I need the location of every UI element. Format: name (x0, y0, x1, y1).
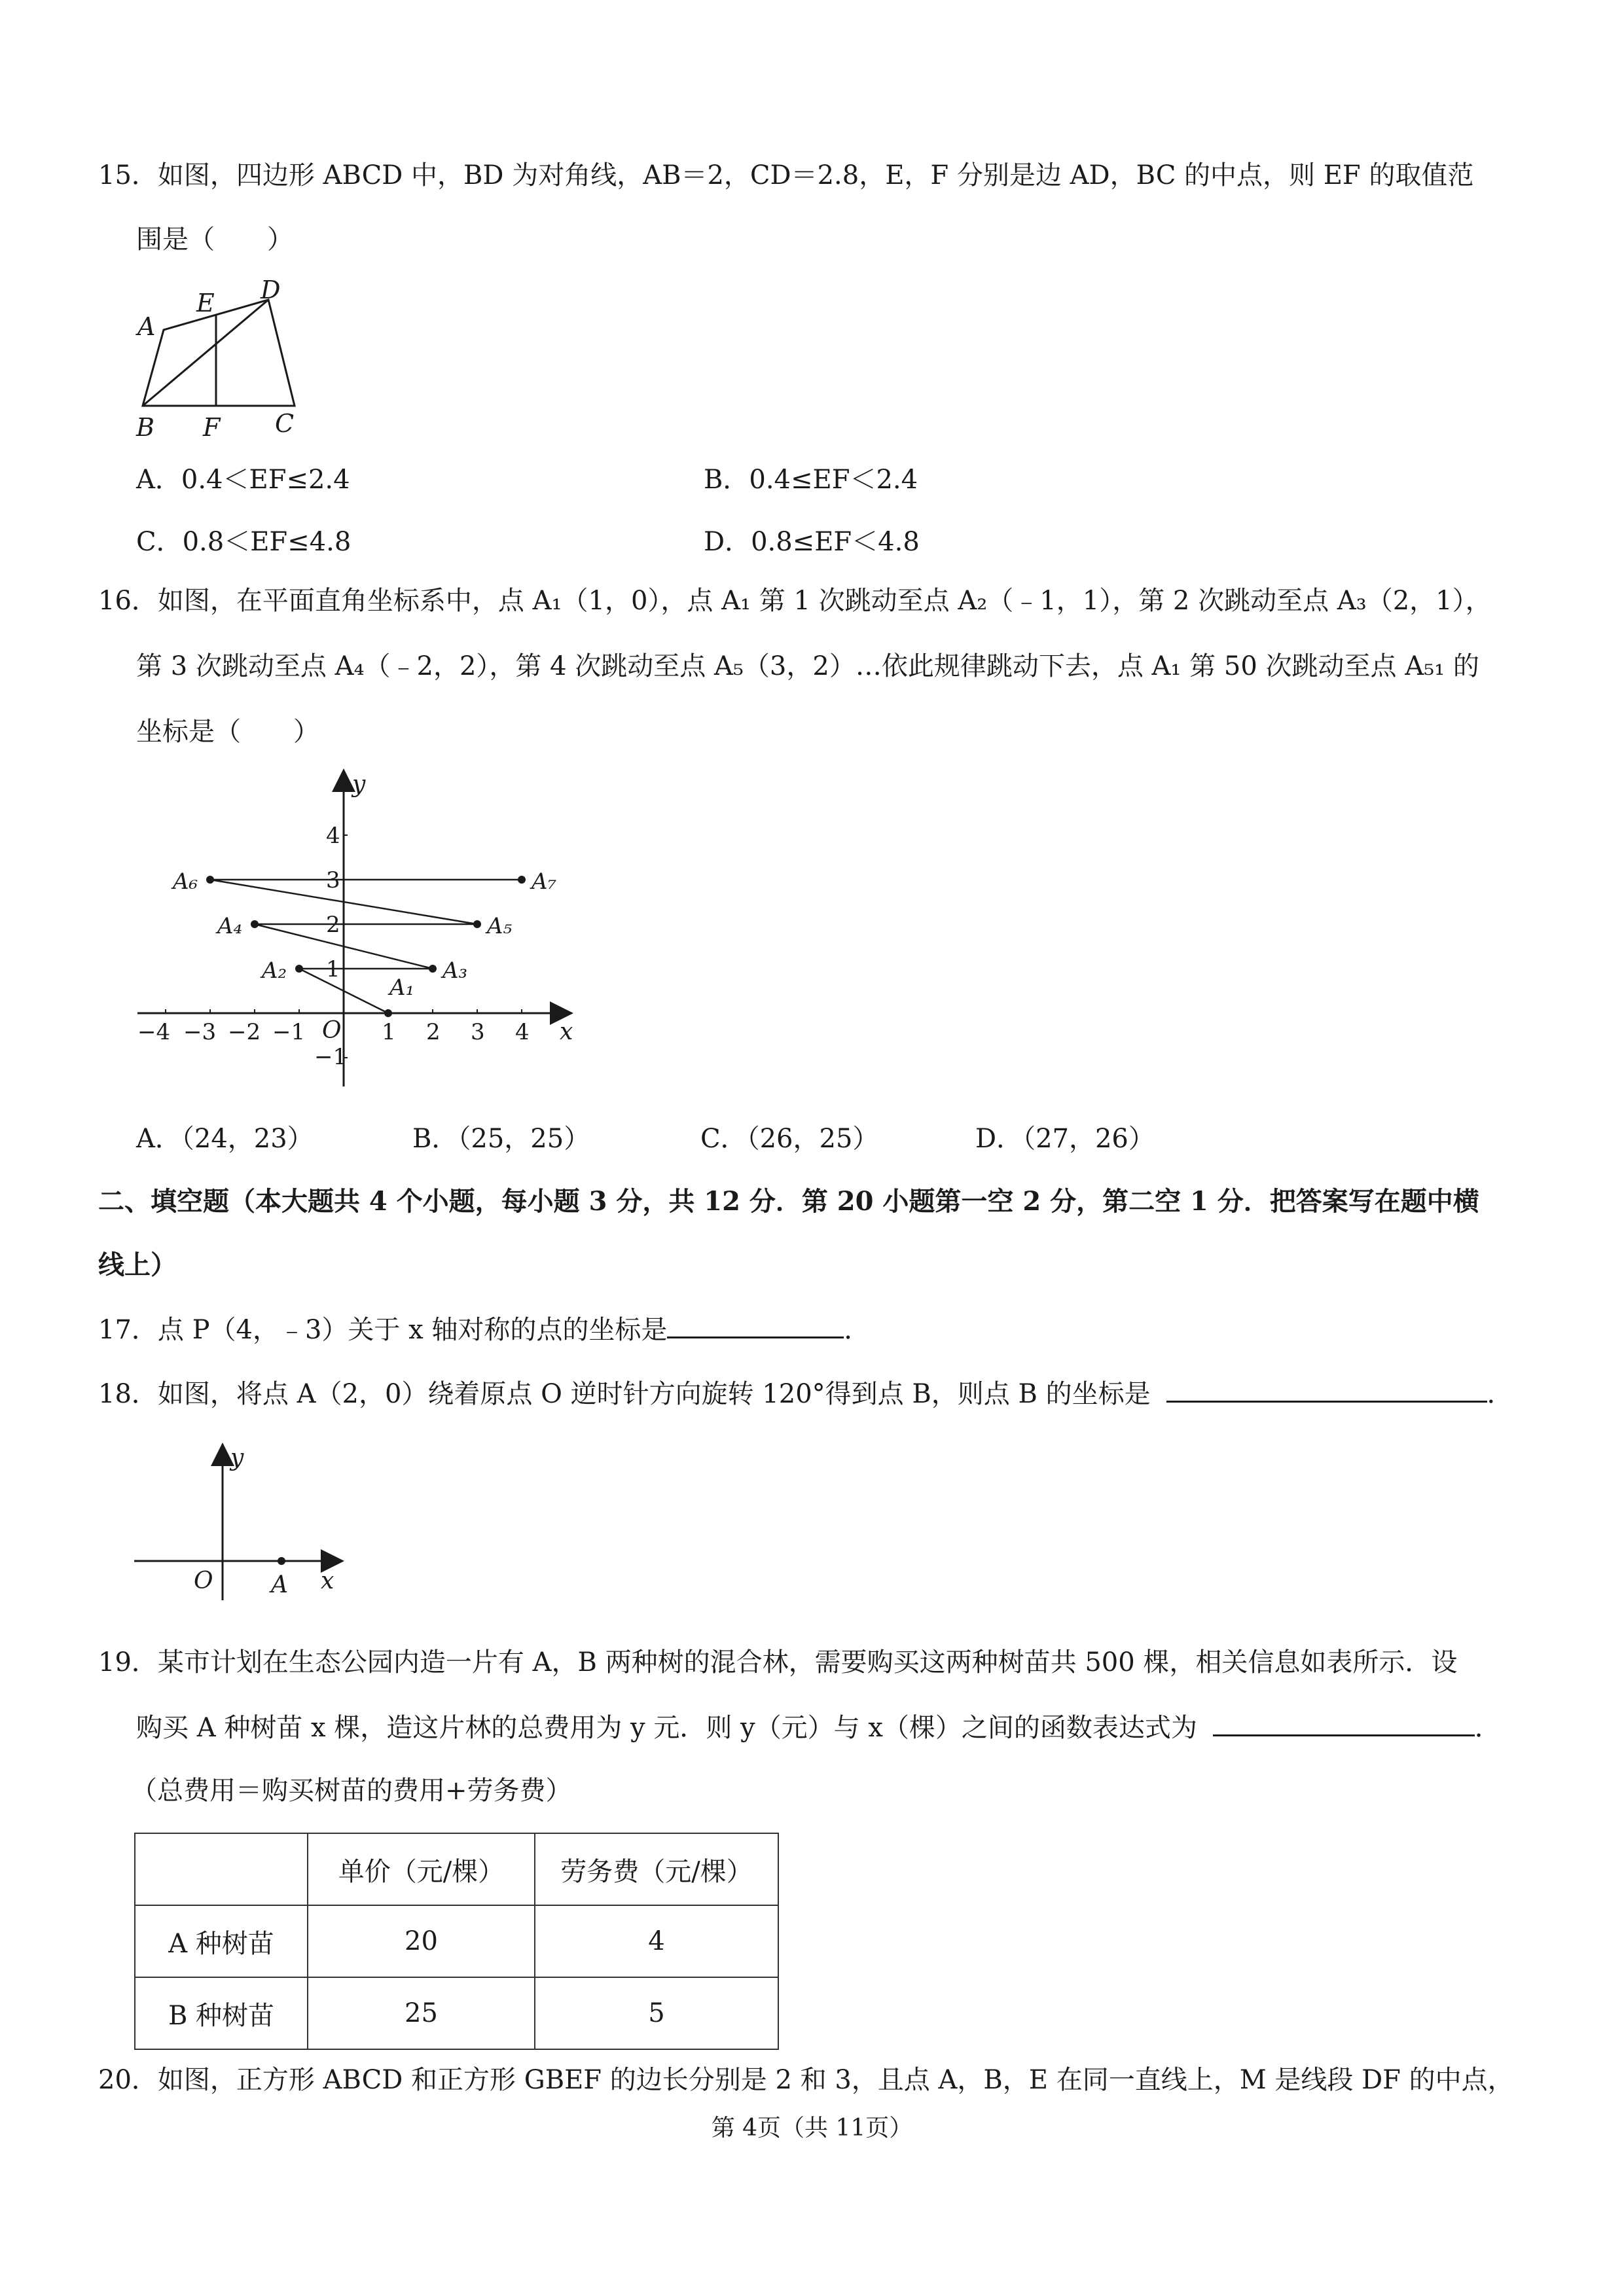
ytick-neg1: −1 (314, 1044, 348, 1070)
table-header-cell (135, 1833, 308, 1905)
label-a: A (271, 1571, 288, 1598)
table-cell: 20 (308, 1905, 535, 1977)
point-a2 (295, 965, 303, 973)
q16-line3: 坐标是（ ） (136, 717, 319, 747)
table-cell: 4 (535, 1905, 778, 1977)
y-axis-label: y (230, 1444, 244, 1471)
point-a (278, 1557, 285, 1565)
q16-option-c: C．（26，25） (700, 1124, 879, 1154)
label-a2: A₂ (262, 958, 287, 984)
label-b: B (136, 413, 154, 442)
point-a5 (473, 920, 481, 928)
x-axis-label: x (321, 1568, 334, 1594)
q16-line1: 16．如图，在平面直角坐标系中，点 A₁（1，0），点 A₁ 第 1 次跳动至点 A₂（﹣1，1），第 2 次跳动至点 A₃（2，1）， (98, 586, 1492, 616)
page-footer: 第 4页（共 11页） (711, 2115, 913, 2142)
q15-option-c: C．0.8＜EF≤4.8 (136, 527, 352, 557)
xtick-1: 1 (382, 1019, 396, 1045)
q19-line2-text: 购买 A 种树苗 x 棵，造这片林的总费用为 y 元．则 y（元）与 x（棵）之间的函数表达式为 (136, 1713, 1197, 1743)
ytick-3: 3 (326, 867, 340, 893)
q20-line1: 20．如图，正方形 ABCD 和正方形 GBEF 的边长分别是 2 和 3，且点 A，B，E 在同一直线上，M 是线段 DF 的中点， (98, 2065, 1514, 2095)
table-row (135, 1905, 778, 1977)
label-f: F (203, 413, 221, 442)
table-header-cell: 劳务费（元/棵） (535, 1833, 778, 1905)
q16-option-b: B．（25，25） (412, 1124, 590, 1154)
label-a4: A₄ (217, 913, 243, 939)
q15-line2: 围是（ ） (136, 224, 293, 255)
table-cell: A 种树苗 (135, 1905, 308, 1977)
xtick-3: 3 (471, 1019, 485, 1045)
xtick-neg1: −1 (272, 1019, 306, 1045)
table-cell: 5 (535, 1977, 778, 2049)
ytick-1: 1 (326, 956, 340, 982)
table-cell: B 种树苗 (135, 1977, 308, 2049)
point-a4 (251, 920, 259, 928)
label-a7: A₇ (532, 869, 557, 895)
origin-label: O (194, 1568, 213, 1594)
origin-label: O (322, 1017, 342, 1044)
q15-option-b: B．0.4≤EF＜2.4 (704, 465, 918, 495)
table-header-cell: 单价（元/棵） (308, 1833, 535, 1905)
label-a1: A₁ (389, 975, 415, 1001)
y-axis-label: y (352, 771, 366, 798)
label-a5: A₅ (487, 913, 513, 939)
table-cell: 25 (308, 1977, 535, 2049)
quadrilateral-abcd (143, 300, 295, 406)
q15-option-d: D．0.8≤EF＜4.8 (704, 527, 920, 557)
point-a7 (518, 876, 526, 884)
label-c: C (275, 409, 295, 438)
xtick-neg2: −2 (228, 1019, 261, 1045)
point-a6 (206, 876, 214, 884)
xtick-2: 2 (426, 1019, 441, 1045)
q16-option-a: A．（24，23） (136, 1124, 314, 1154)
q19-line2-end: ． (1474, 1713, 1501, 1743)
q18-coordinate-figure (131, 1437, 353, 1607)
q18-text: 18．如图，将点 A（2，0）绕着原点 O 逆时针方向旋转 120°得到点 B，则点 B 的坐标是 (98, 1379, 1151, 1409)
point-a3 (429, 965, 437, 973)
q15-option-a: A．0.4＜EF≤2.4 (136, 465, 350, 495)
q19-price-table (134, 1833, 779, 2050)
q18-line (98, 1374, 1513, 1412)
xtick-4: 4 (515, 1019, 530, 1045)
q16-line2: 第 3 次跳动至点 A₄（﹣2，2），第 4 次跳动至点 A₅（3，2）…依此规律跳动下去，点 A₁ 第 50 次跳动至点 A₅₁ 的 (136, 651, 1479, 681)
table-row (135, 1977, 778, 2049)
q19-line3: （总费用＝购买树苗的费用+劳务费） (131, 1776, 572, 1806)
q16-coordinate-figure (131, 766, 589, 1100)
label-a: A (137, 312, 156, 341)
xtick-neg3: −3 (183, 1019, 217, 1045)
section2-heading-line2: 线上） (98, 1249, 177, 1280)
q19-line2 (136, 1708, 1501, 1746)
point-a1 (384, 1009, 392, 1017)
ytick-4: 4 (326, 823, 340, 849)
jump-path (210, 880, 522, 1013)
xtick-neg4: −4 (137, 1019, 171, 1045)
q17-end: ． (844, 1315, 871, 1345)
q19-line1: 19．某市计划在生态公园内造一片有 A，B 两种树的混合林，需要购买这两种树苗共 500 棵，相关信息如表所示．设 (98, 1647, 1458, 1677)
q17-answer-blank[interactable] (667, 1310, 844, 1338)
label-a3: A₃ (442, 958, 468, 984)
ytick-2: 2 (326, 912, 340, 938)
q18-answer-blank[interactable] (1166, 1374, 1487, 1403)
q15-line1: 15．如图，四边形 ABCD 中，BD 为对角线，AB＝2，CD＝2.8，E，F 分别是边 AD，BC 的中点，则 EF 的取值范 (98, 160, 1474, 190)
table-header-row (135, 1833, 778, 1905)
x-axis-label: x (560, 1018, 573, 1045)
q15-quadrilateral-figure (124, 275, 321, 445)
q19-answer-blank[interactable] (1213, 1708, 1475, 1736)
label-d: D (261, 276, 281, 304)
q17-text: 17．点 P（4，﹣3）关于 x 轴对称的点的坐标是 (98, 1315, 668, 1345)
section2-heading-line1: 二、填空题（本大题共 4 个小题，每小题 3 分，共 12 分．第 20 小题第一空 2 分，第二空 1 分．把答案写在题中横 (98, 1186, 1479, 1217)
label-a6: A₆ (173, 869, 198, 895)
q17-line (98, 1310, 870, 1348)
q18-end: ． (1487, 1379, 1513, 1409)
q16-option-d: D．（27，26） (975, 1124, 1155, 1154)
label-e: E (196, 289, 215, 317)
